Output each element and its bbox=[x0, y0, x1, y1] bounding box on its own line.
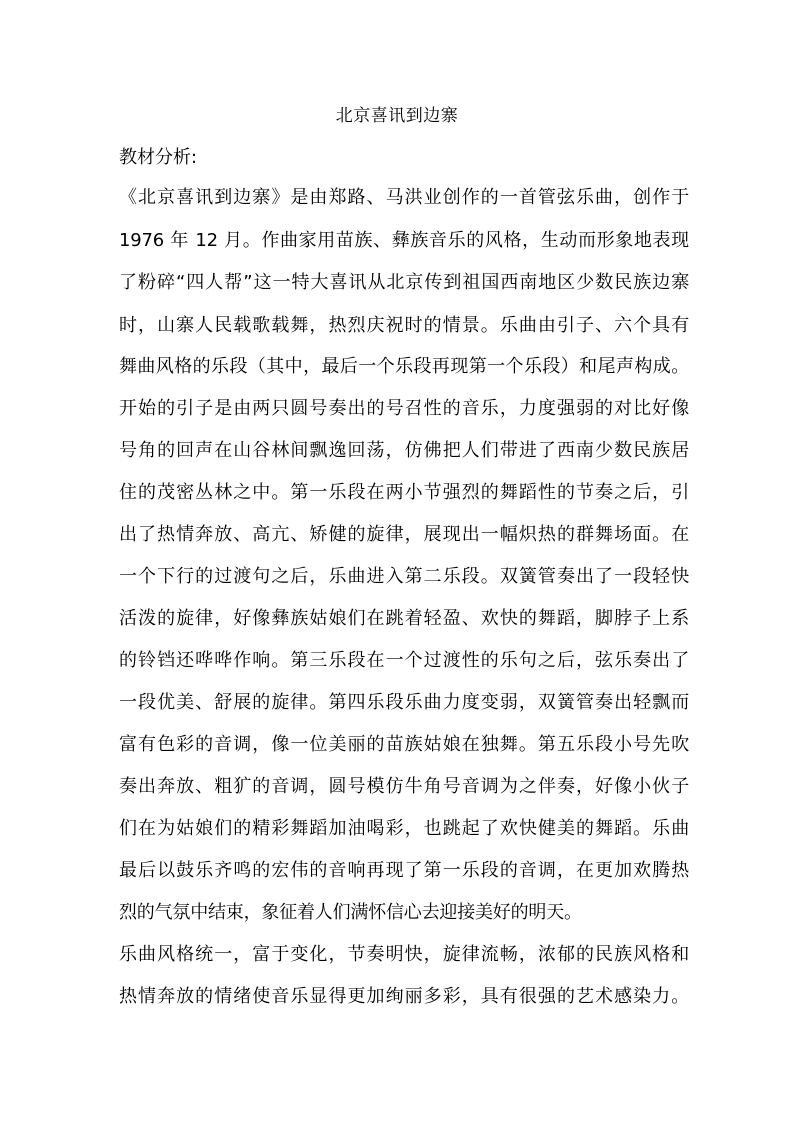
document-title: 北京喜讯到边寨 bbox=[335, 106, 459, 126]
paragraph-line: 们在为姑娘们的精彩舞蹈加油喝彩，也跳起了欢快健美的舞蹈。乐曲 bbox=[119, 818, 689, 839]
paragraph-line: 热情奔放的情绪使音乐显得更加绚丽多彩，具有很强的艺术感染力。 bbox=[119, 986, 689, 1007]
paragraph-line: 号角的回声在山谷林间飘逸回荡，仿佛把人们带进了西南少数民族居 bbox=[119, 440, 689, 461]
paragraph-line: 舞曲风格的乐段（其中，最后一个乐段再现第一个乐段）和尾声构成。 bbox=[119, 356, 689, 377]
paragraph-line: 活泼的旋律，好像彝族姑娘们在跳着轻盈、欢快的舞蹈，脚脖子上系 bbox=[119, 608, 689, 629]
paragraph-line: 了粉碎“四人帮”这一特大喜讯从北京传到祖国西南地区少数民族边寨 bbox=[119, 272, 689, 293]
paragraph-line: 开始的引子是由两只圆号奏出的号召性的音乐，力度强弱的对比好像 bbox=[119, 398, 689, 419]
paragraph-line: 出了热情奔放、高亢、矫健的旋律，展现出一幅炽热的群舞场面。在 bbox=[119, 524, 689, 545]
paragraph-line: 奏出奔放、粗犷的音调，圆号模仿牛角号音调为之伴奏，好像小伙子 bbox=[119, 776, 689, 797]
paragraph-line: 乐曲风格统一，富于变化，节奏明快，旋律流畅，浓郁的民族风格和 bbox=[119, 944, 689, 965]
paragraph-line: 时，山寨人民载歌载舞，热烈庆祝时的情景。乐曲由引子、六个具有 bbox=[119, 315, 689, 336]
paragraph-line: 富有色彩的音调，像一位美丽的苗族姑娘在独舞。第五乐段小号先吹 bbox=[119, 734, 689, 755]
paragraph-line: 一段优美、舒展的旋律。第四乐段乐曲力度变弱，双簧管奏出轻飘而 bbox=[119, 692, 689, 713]
paragraph-line: 住的茂密丛林之中。第一乐段在两小节强烈的舞蹈性的节奏之后，引 bbox=[119, 482, 689, 503]
section-label: 教材分析: bbox=[119, 147, 198, 168]
paragraph-line: 烈的气氛中结束，象征着人们满怀信心去迎接美好的明天。 bbox=[119, 902, 582, 923]
paragraph-line: 《北京喜讯到边寨》是由郑路、马洪业创作的一首管弦乐曲，创作于 bbox=[119, 187, 689, 208]
paragraph-line: 一个下行的过渡句之后，乐曲进入第二乐段。双簧管奏出了一段轻快 bbox=[119, 566, 689, 587]
paragraph-line: 最后以鼓乐齐鸣的宏伟的音响再现了第一乐段的音调，在更加欢腾热 bbox=[119, 860, 689, 881]
paragraph-line: 的铃铛还哗哗作响。第三乐段在一个过渡性的乐句之后，弦乐奏出了 bbox=[119, 650, 689, 671]
paragraph-line: 1976 年 12 月。作曲家用苗族、彝族音乐的风格，生动而形象地表现 bbox=[119, 230, 689, 251]
